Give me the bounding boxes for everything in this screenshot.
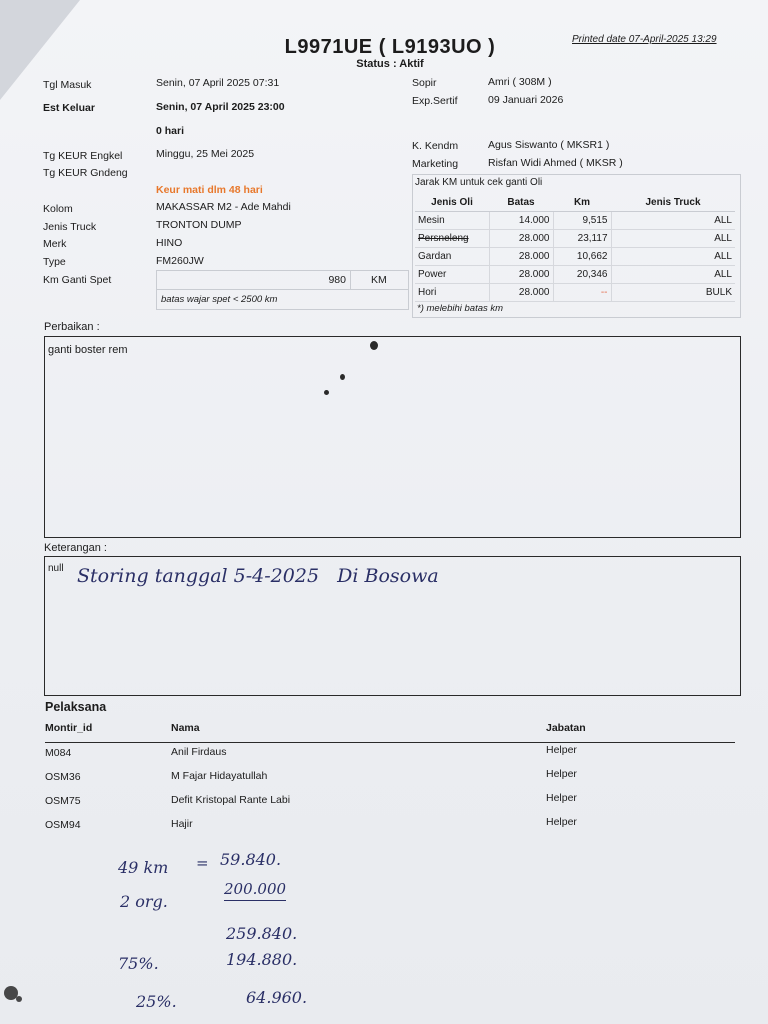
calc-pct-75-value: 194.880. bbox=[226, 950, 298, 969]
ink-speck bbox=[340, 374, 345, 380]
oli-km: 10,662 bbox=[553, 248, 611, 266]
table-row bbox=[415, 248, 735, 266]
oli-batas: 28.000 bbox=[489, 230, 553, 248]
oli-col-truck: Jenis Truck bbox=[611, 193, 735, 212]
calc-sum: 259.840. bbox=[226, 924, 298, 943]
pelaksana-divider bbox=[45, 742, 735, 743]
ink-blot bbox=[16, 996, 22, 1002]
keterangan-label: Keterangan : bbox=[44, 542, 107, 554]
pel-col-jabatan: Jabatan bbox=[546, 722, 586, 734]
table-row bbox=[415, 284, 735, 302]
kendm-label: K. Kendm bbox=[412, 140, 459, 152]
keterangan-handwritten: Storing tanggal 5-4-2025 Di Bosowa bbox=[77, 565, 439, 587]
km-ganti-spet-box bbox=[156, 270, 409, 310]
pel-col-nama: Nama bbox=[171, 722, 200, 734]
km-separator bbox=[350, 271, 351, 289]
montir-nama: Hajir bbox=[171, 818, 193, 830]
montir-id: M084 bbox=[45, 747, 72, 759]
est-keluar-label: Est Keluar bbox=[43, 102, 95, 114]
ink-speck bbox=[324, 390, 329, 395]
oli-batas: 28.000 bbox=[489, 248, 553, 266]
oli-col-jenis: Jenis Oli bbox=[415, 193, 489, 212]
ink-speck bbox=[370, 341, 378, 350]
montir-id: OSM94 bbox=[45, 819, 81, 831]
km-unit: KM bbox=[371, 274, 387, 286]
montir-jabatan: Helper bbox=[546, 816, 577, 828]
merk-label: Merk bbox=[43, 238, 67, 250]
oli-km: 9,515 bbox=[553, 212, 611, 230]
calc-km: 49 km bbox=[118, 858, 169, 877]
marketing-value: Risfan Widi Ahmed ( MKSR ) bbox=[488, 157, 623, 169]
oli-panel bbox=[412, 174, 741, 318]
keur-engkel-label: Tg KEUR Engkel bbox=[43, 150, 123, 162]
pelaksana-title: Pelaksana bbox=[45, 700, 107, 714]
kolom-label: Kolom bbox=[43, 203, 73, 215]
durasi-value: 0 hari bbox=[156, 125, 185, 137]
oli-truck: ALL bbox=[611, 230, 735, 248]
calc-equals: = bbox=[196, 854, 209, 872]
type-value: FM260JW bbox=[156, 255, 204, 267]
montir-jabatan: Helper bbox=[546, 768, 577, 780]
calc-org-total: 200.000 bbox=[224, 880, 286, 901]
table-row bbox=[415, 266, 735, 284]
oli-jenis: Mesin bbox=[415, 212, 489, 230]
calc-org: 2 org. bbox=[120, 892, 168, 911]
kolom-value: MAKASSAR M2 - Ade Mahdi bbox=[156, 201, 291, 213]
km-note: batas wajar spet < 2500 km bbox=[161, 294, 278, 305]
oli-truck: ALL bbox=[611, 266, 735, 284]
calc-km-total: 59.840. bbox=[220, 850, 282, 869]
perbaikan-box bbox=[44, 336, 741, 538]
exp-sertif-value: 09 Januari 2026 bbox=[488, 94, 564, 106]
oli-table bbox=[415, 193, 735, 302]
sopir-label: Sopir bbox=[412, 77, 437, 89]
montir-nama: Anil Firdaus bbox=[171, 746, 227, 758]
oli-col-batas: Batas bbox=[489, 193, 553, 212]
oli-note: *) melebihi batas km bbox=[417, 303, 504, 314]
oli-batas: 14.000 bbox=[489, 212, 553, 230]
perbaikan-label: Perbaikan : bbox=[44, 321, 100, 333]
tgl-masuk-label: Tgl Masuk bbox=[43, 79, 92, 91]
montir-id: OSM36 bbox=[45, 771, 81, 783]
exp-sertif-label: Exp.Sertif bbox=[412, 95, 458, 107]
vehicle-title: L9971UE ( L9193UO ) bbox=[284, 36, 496, 58]
montir-nama: M Fajar Hidayatullah bbox=[171, 770, 268, 782]
montir-jabatan: Helper bbox=[546, 744, 577, 756]
est-keluar-value: Senin, 07 April 2025 23:00 bbox=[156, 101, 285, 113]
oli-title: Jarak KM untuk cek ganti Oli bbox=[415, 177, 543, 188]
merk-value: HINO bbox=[156, 237, 183, 249]
calc-pct-25: 25%. bbox=[136, 992, 177, 1011]
oli-batas: 28.000 bbox=[489, 266, 553, 284]
oli-jenis: Gardan bbox=[415, 248, 489, 266]
printed-date: Printed date 07-April-2025 13:29 bbox=[572, 34, 717, 45]
oli-km: 23,117 bbox=[553, 230, 611, 248]
oli-truck: ALL bbox=[611, 248, 735, 266]
oli-jenis: Power bbox=[415, 266, 489, 284]
sopir-value: Amri ( 308M ) bbox=[488, 76, 552, 88]
keterangan-text: null bbox=[48, 563, 64, 574]
calc-pct-25-value: 64.960. bbox=[246, 988, 308, 1007]
kendm-value: Agus Siswanto ( MKSR1 ) bbox=[488, 139, 610, 151]
type-label: Type bbox=[43, 256, 66, 268]
oli-col-km: Km bbox=[553, 193, 611, 212]
jenis-truck-label: Jenis Truck bbox=[43, 221, 97, 233]
oli-jenis: Persneleng bbox=[415, 230, 489, 248]
km-ganti-spet-label: Km Ganti Spet bbox=[43, 274, 112, 286]
oli-km: 20,346 bbox=[553, 266, 611, 284]
oli-truck: ALL bbox=[611, 212, 735, 230]
status-text: Status : Aktif bbox=[356, 58, 424, 70]
tgl-masuk-value: Senin, 07 April 2025 07:31 bbox=[156, 77, 280, 89]
montir-jabatan: Helper bbox=[546, 792, 577, 804]
table-row bbox=[415, 230, 735, 248]
oli-truck: BULK bbox=[611, 284, 735, 302]
keur-engkel-value: Minggu, 25 Mei 2025 bbox=[156, 148, 255, 160]
km-ganti-spet-value: 980 bbox=[328, 274, 346, 286]
oli-jenis: Hori bbox=[415, 284, 489, 302]
calc-pct-75: 75%. bbox=[118, 954, 159, 973]
oli-batas: 28.000 bbox=[489, 284, 553, 302]
keur-gndeng-label: Tg KEUR Gndeng bbox=[43, 167, 128, 179]
montir-nama: Defit Kristopal Rante Labi bbox=[171, 794, 291, 806]
oli-header-row bbox=[415, 193, 735, 212]
keterangan-box bbox=[44, 556, 741, 696]
keur-warning: Keur mati dlm 48 hari bbox=[156, 184, 263, 196]
table-row bbox=[415, 212, 735, 230]
marketing-label: Marketing bbox=[412, 158, 459, 170]
jenis-truck-value: TRONTON DUMP bbox=[156, 219, 242, 231]
pel-col-id: Montir_id bbox=[45, 722, 93, 734]
montir-id: OSM75 bbox=[45, 795, 81, 807]
perbaikan-text: ganti boster rem bbox=[48, 344, 128, 356]
oli-km: -- bbox=[553, 284, 611, 302]
